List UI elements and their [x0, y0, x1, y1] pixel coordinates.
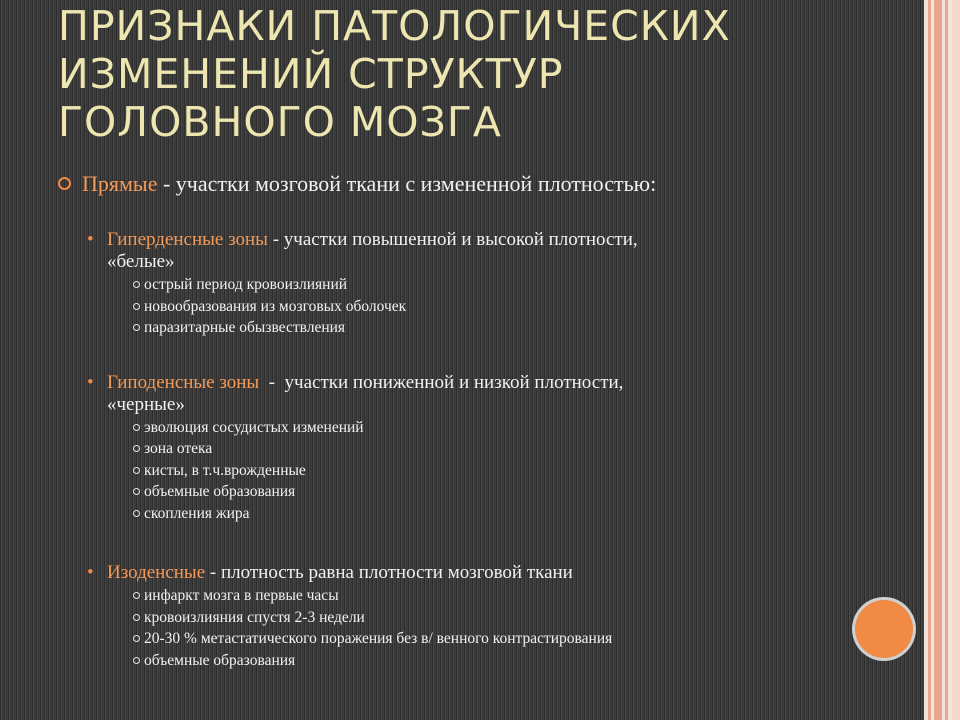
slide-title — [58, 2, 878, 146]
list-item-text: кисты, в т.ч.врожденные — [144, 461, 306, 479]
hypodense-description: - участки пониженной и низкой плотности, — [259, 371, 624, 393]
small-ring-bullet-icon — [133, 657, 140, 664]
dot-bullet-icon: • — [87, 229, 94, 250]
small-ring-bullet-icon — [133, 592, 140, 599]
slide-content — [58, 170, 858, 671]
dot-bullet-icon: • — [87, 371, 94, 393]
list-item — [133, 481, 858, 503]
direct-description: - участки мозговой ткани с измененной плотностью: — [157, 171, 657, 196]
list-item — [133, 317, 858, 339]
list-item-text: скопления жира — [144, 504, 250, 522]
bullet-hyperdense — [87, 229, 858, 273]
title-line-1: ПРИЗНАКИ ПАТОЛОГИЧЕСКИХ — [58, 2, 731, 50]
list-item-text: кровоизлияния спустя 2-3 недели — [144, 608, 365, 626]
hyperdense-description-2: «белые» — [107, 251, 175, 272]
stripe — [945, 0, 948, 720]
bullet-direct — [58, 170, 858, 198]
list-item — [133, 607, 858, 629]
list-item — [133, 460, 858, 482]
decorative-circle — [855, 600, 913, 658]
list-item-text: инфаркт мозга в первые часы — [144, 587, 339, 604]
small-ring-bullet-icon — [133, 510, 140, 517]
list-item — [133, 628, 858, 650]
bullet-hypodense — [87, 372, 858, 416]
small-ring-bullet-icon — [133, 614, 140, 621]
hypodense-term: Гиподенсные зоны — [107, 371, 260, 393]
small-ring-bullet-icon — [133, 488, 140, 495]
isodense-term: Изоденсные — [107, 562, 206, 583]
list-item — [133, 585, 858, 607]
stripe — [928, 0, 931, 720]
list-item — [133, 417, 858, 439]
dot-bullet-icon: • — [87, 562, 94, 583]
title-line-3: ГОЛОВНОГО МОЗГА — [58, 98, 502, 146]
small-ring-bullet-icon — [133, 324, 140, 331]
list-item-text: 20-30 % метастатического поражения без в/ венного контрастирования — [144, 630, 613, 647]
small-ring-bullet-icon — [133, 303, 140, 310]
list-item-text: объемные образования — [144, 483, 296, 500]
list-item-text: эволюция сосудистых изменений — [144, 418, 364, 436]
hypodense-description-2: «черные» — [107, 393, 185, 415]
bullet-isodense — [87, 562, 858, 584]
isodense-description: - плотность равна плотности мозговой ткани — [205, 562, 573, 583]
hyperdense-term: Гиперденсные зоны — [107, 229, 268, 250]
list-item-text: острый период кровоизлияний — [144, 276, 348, 293]
title-line-2: ИЗМЕНЕНИЙ СТРУКТУР — [58, 50, 564, 98]
hyperdense-description: - участки повышенной и высокой плотности, — [267, 229, 638, 250]
list-item — [133, 650, 858, 672]
list-item-text: паразитарные обызвествления — [144, 319, 346, 336]
decorative-side-stripes — [924, 0, 960, 720]
stripe — [934, 0, 942, 720]
small-ring-bullet-icon — [133, 635, 140, 642]
list-item — [133, 296, 858, 318]
small-ring-bullet-icon — [133, 467, 140, 474]
list-item — [133, 274, 858, 296]
stripe — [952, 0, 960, 720]
list-item — [133, 503, 858, 525]
list-item-text: новообразования из мозговых оболочек — [144, 297, 407, 315]
list-item-text: объемные образования — [144, 651, 296, 669]
list-item-text: зона отека — [144, 440, 213, 457]
small-ring-bullet-icon — [133, 445, 140, 452]
small-ring-bullet-icon — [133, 281, 140, 288]
ring-bullet-icon — [58, 177, 71, 190]
list-item — [133, 438, 858, 460]
small-ring-bullet-icon — [133, 424, 140, 431]
direct-term: Прямые — [82, 171, 158, 196]
